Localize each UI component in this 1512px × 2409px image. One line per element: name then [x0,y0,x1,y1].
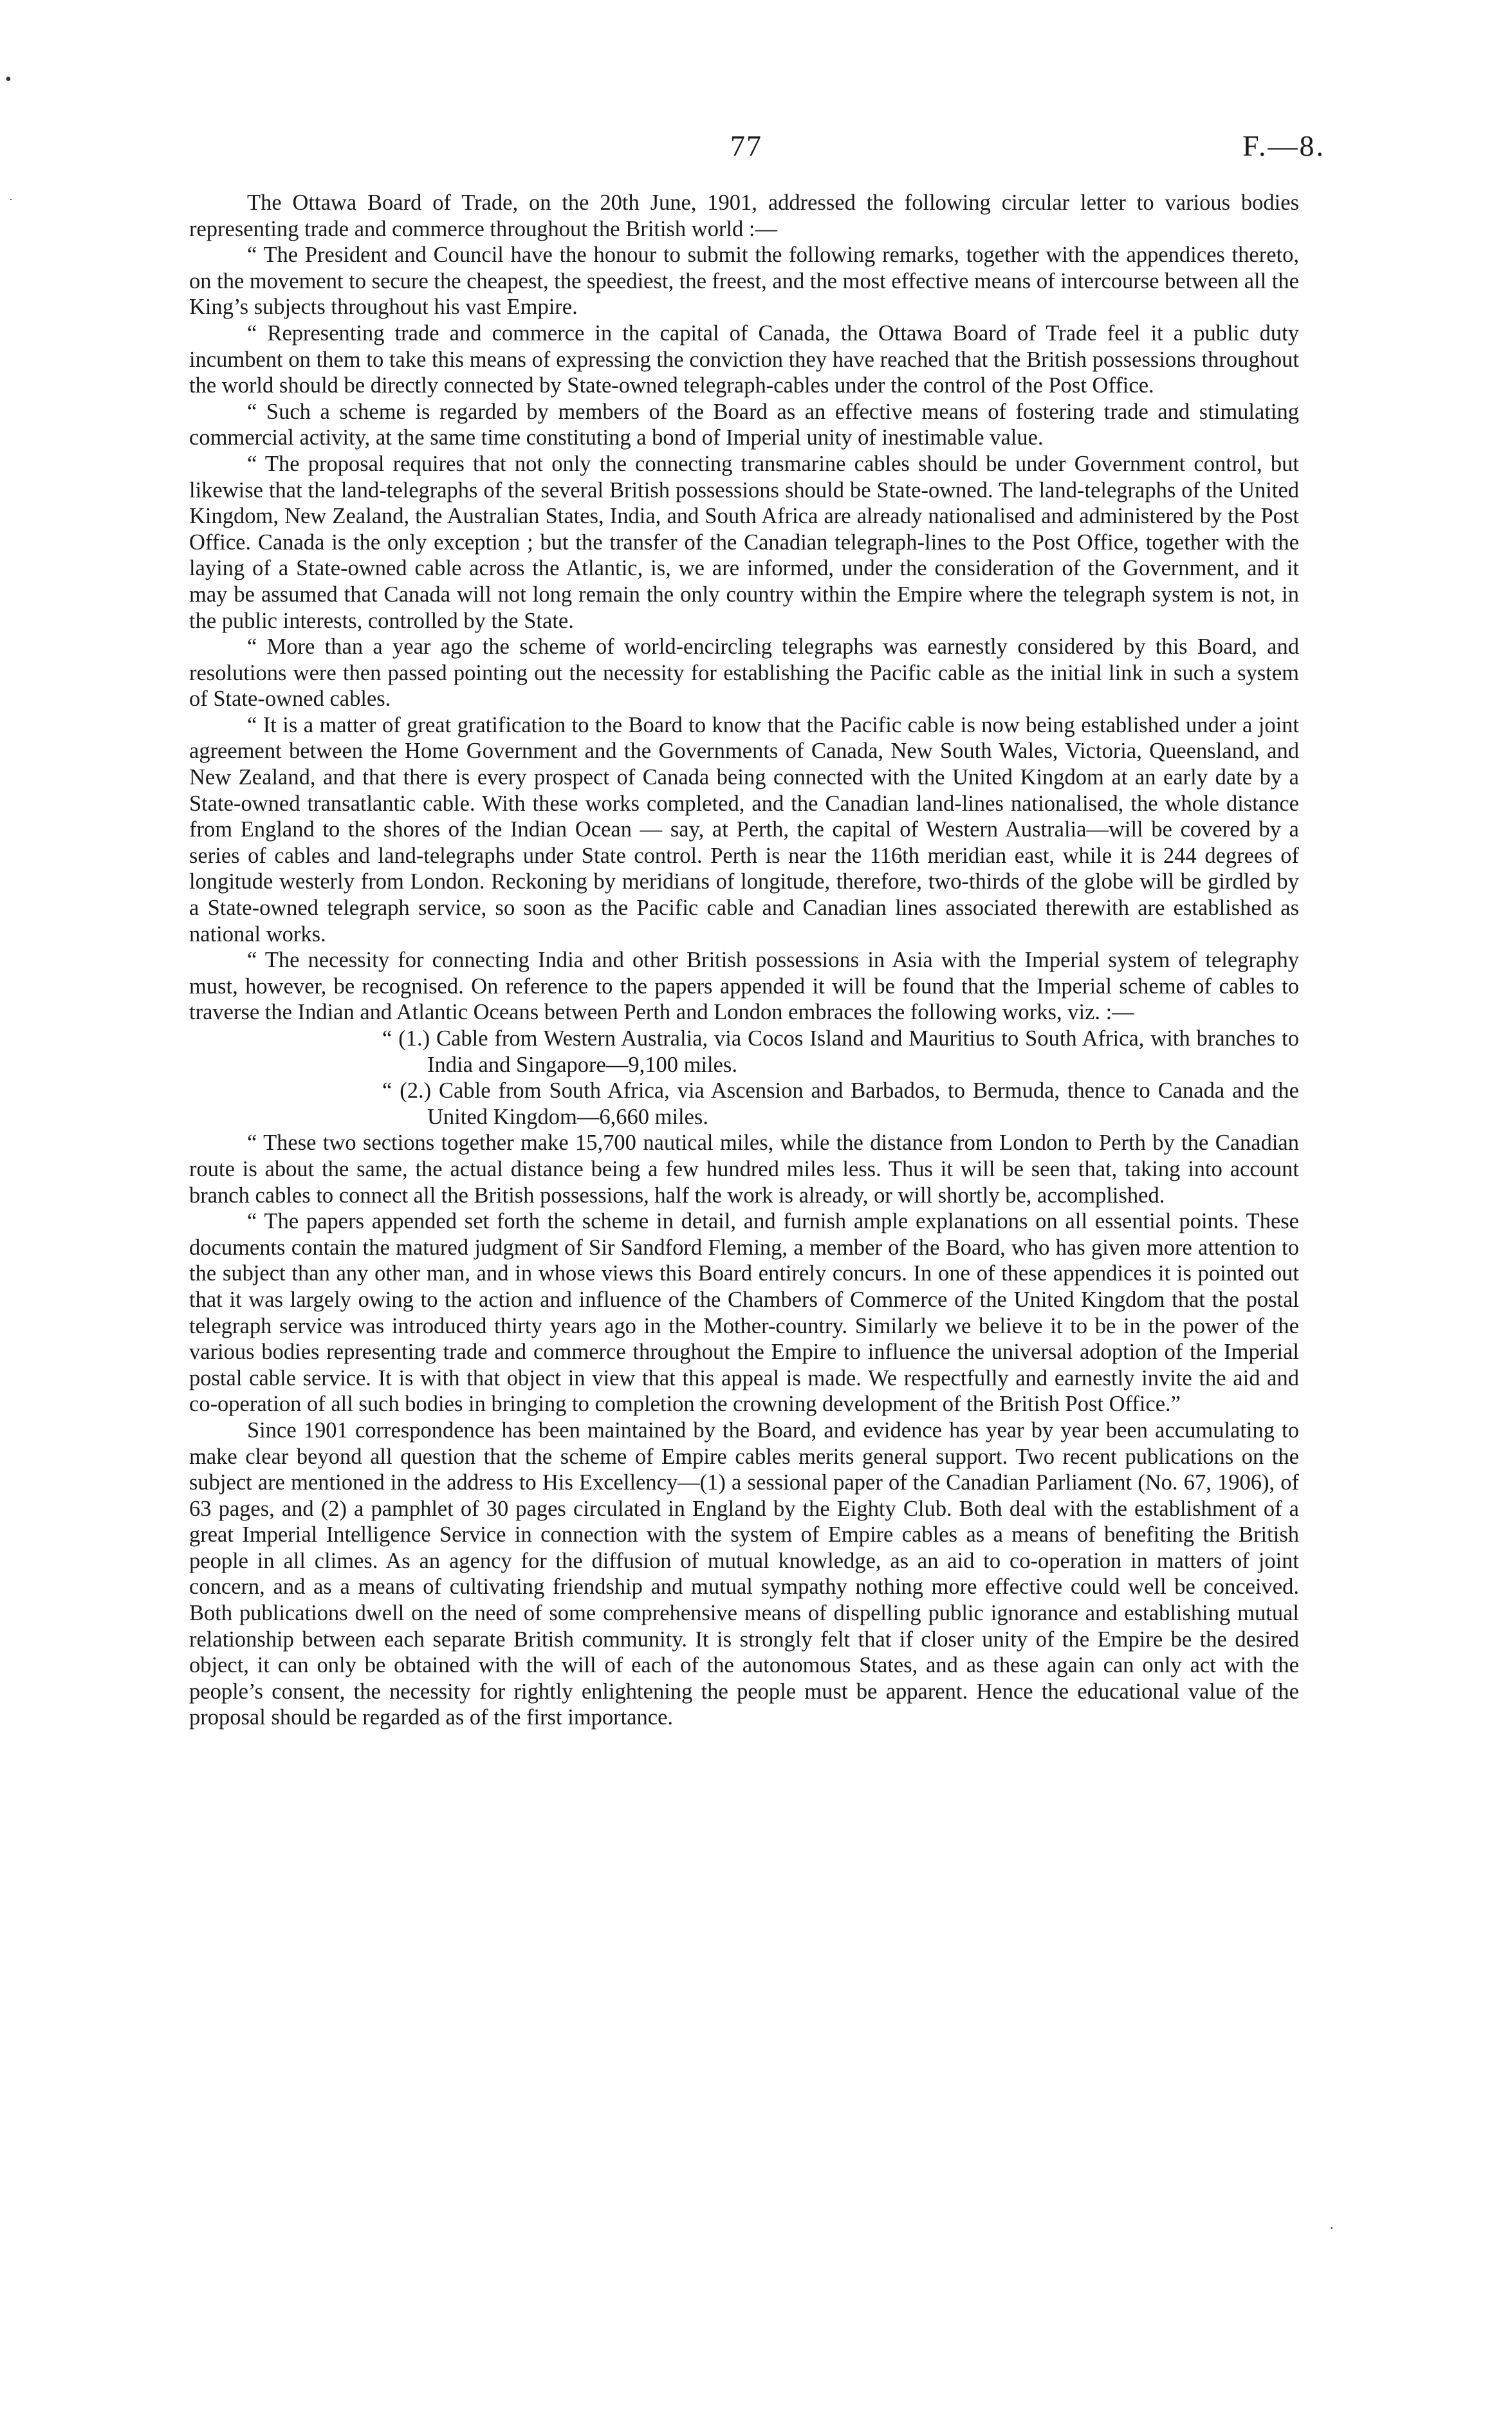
paragraph: “ The President and Council have the honour to submit the following remarks, together with the appendices thereto, on the movement to secure the cheapest, the speediest, the freest, and the most effective means of intercourse between all the King’s subjects throughout his vast Empire. [189,243,1299,320]
body-text [189,190,1299,1731]
paragraph: “ These two sections together make 15,700 nautical miles, while the distance from London to Perth by the Canadian route is about the same, the actual distance being a few hundred miles less. Thus it will be seen that, taking into account branch cables to connect all the British possessions, half the work is already, or will shortly be, accomplished. [189,1131,1299,1208]
paragraph: Since 1901 correspondence has been maintained by the Board, and evidence has year by year been accumulating to make clear beyond all question that the scheme of Empire cables merits general support. Two recent publications on the subject are mentioned in the address to His Excellency—(1) a sessional paper of the Canadian Parliament (No. 67, 1906), of 63 pages, and (2) a pamphlet of 30 pages circulated in England by the Eighty Club. Both deal with the establishment of a great Imperial Intelligence Service in connection with the system of Empire cables as a means of benefiting the British people in all climes. As an agency for the diffusion of mutual knowledge, as an aid to co-operation in matters of joint concern, and as a means of cultivating friendship and mutual sympathy nothing more effective could well be conceived. Both publications dwell on the need of some comprehensive means of dispelling public ignorance and establishing mutual relationship between each separate British community. It is strongly felt that if closer unity of the Empire be the desired object, it can only be obtained with the will of each of the autonomous States, and as these again can only act with the people’s consent, the necessity for rightly enlightening the people must be apparent. Hence the educational value of the proposal should be regarded as of the first importance. [189,1417,1299,1730]
paragraph: “ It is a matter of great gratification to the Board to know that the Pacific cable is now being established under a joint agreement between the Home Government and the Governments of Canada, New South Wales, Victoria, Queensland, and New Zealand, and that there is every prospect of Canada being connected with the United Kingdom at an early date by a State-owned transatlantic cable. With these works completed, and the Canadian land-lines nationalised, the whole distance from England to the shores of the Indian Ocean — say, at Perth, the capital of Western Australia—will be covered by a series of cables and land-telegraphs under State control. Perth is near the 116th meridian east, while it is 244 degrees of longitude westerly from London. Reckoning by meridians of longitude, therefore, two-thirds of the globe will be girdled by a State-owned telegraph service, so soon as the Pacific cable and Canadian lines associated therewith are established as national works. [189,712,1299,946]
paragraph: The Ottawa Board of Trade, on the 20th June, 1901, addressed the following circular letter to various bodies representing trade and commerce throughout the British world :— [189,190,1299,241]
paragraph: “ More than a year ago the scheme of world-encircling telegraphs was earnestly considered by this Board, and resolutions were then passed pointing out the necessity for establishing the Pacific cable as the initial link in such a system of State-owned cables. [189,634,1299,712]
paragraph: “ The proposal requires that not only the connecting transmarine cables should be under Government control, but likewise that the land-telegraphs of the several British possessions should be State-owned. The land-telegraphs of the United Kingdom, New Zealand, the Australian States, India, and South Africa are already nationalised and administered by the Post Office. Canada is the only exception ; but the transfer of the Canadian telegraph-lines to the Post Office, together with the laying of a State-owned cable across the Atlantic, is, we are informed, under the consideration of the Government, and it may be assumed that Canada will not long remain the only country within the Empire where the telegraph system is not, in the public interests, controlled by the State. [189,451,1299,633]
paragraph: “ Representing trade and commerce in the capital of Canada, the Ottawa Board of Trade feel it a public duty incumbent on them to take this means of expressing the conviction they have reached that the British possessions throughout the world should be directly connected by State-owned telegraph-cables under the control of the Post Office. [189,320,1299,398]
list-item: “ (2.) Cable from South Africa, via Ascension and Barbados, to Bermuda, thence to Canada and the United Kingdom—6,660 miles. [382,1078,1299,1129]
list-item: “ (1.) Cable from Western Australia, via Cocos Island and Mauritius to South Africa, with branches to India and Singapore—9,100 miles. [382,1026,1299,1077]
margin-mark: · [1329,2220,1334,2236]
margin-mark: · [9,193,13,206]
paragraph: “ The papers appended set forth the scheme in detail, and furnish ample explanations on all essential points. These documents contain the matured judgment of Sir Sandford Fleming, a member of the Board, who has given more attention to the subject than any other man, and in whose views this Board entirely concurs. In one of these appendices it is pointed out that it was largely owing to the action and influence of the Chambers of Commerce of the United Kingdom that the postal telegraph service was introduced thirty years ago in the Mother-country. Similarly we believe it to be in the power of the various bodies representing trade and commerce throughout the Empire to influence the universal adoption of the Imperial postal cable service. It is with that object in view that this appeal is made. We respectfully and earnestly invite the aid and co-operation of all such bodies in bringing to completion the crowning development of the British Post Office.” [189,1209,1299,1417]
paragraph: “ Such a scheme is regarded by members of the Board as an effective means of fostering trade and stimulating commercial activity, at the same time constituting a bond of Imperial unity of inestimable value. [189,399,1299,450]
document-reference: F.—8. [1242,129,1325,162]
page-header [0,129,1512,174]
margin-mark: • [5,69,12,89]
paragraph: “ The necessity for connecting India and other British possessions in Asia with the Imperial system of telegraphy must, however, be recognised. On reference to the papers appended it will be found that the Imperial scheme of cables to traverse the Indian and Atlantic Oceans between Perth and London embraces the following works, viz. :— [189,948,1299,1025]
page-number: 77 [730,129,762,162]
